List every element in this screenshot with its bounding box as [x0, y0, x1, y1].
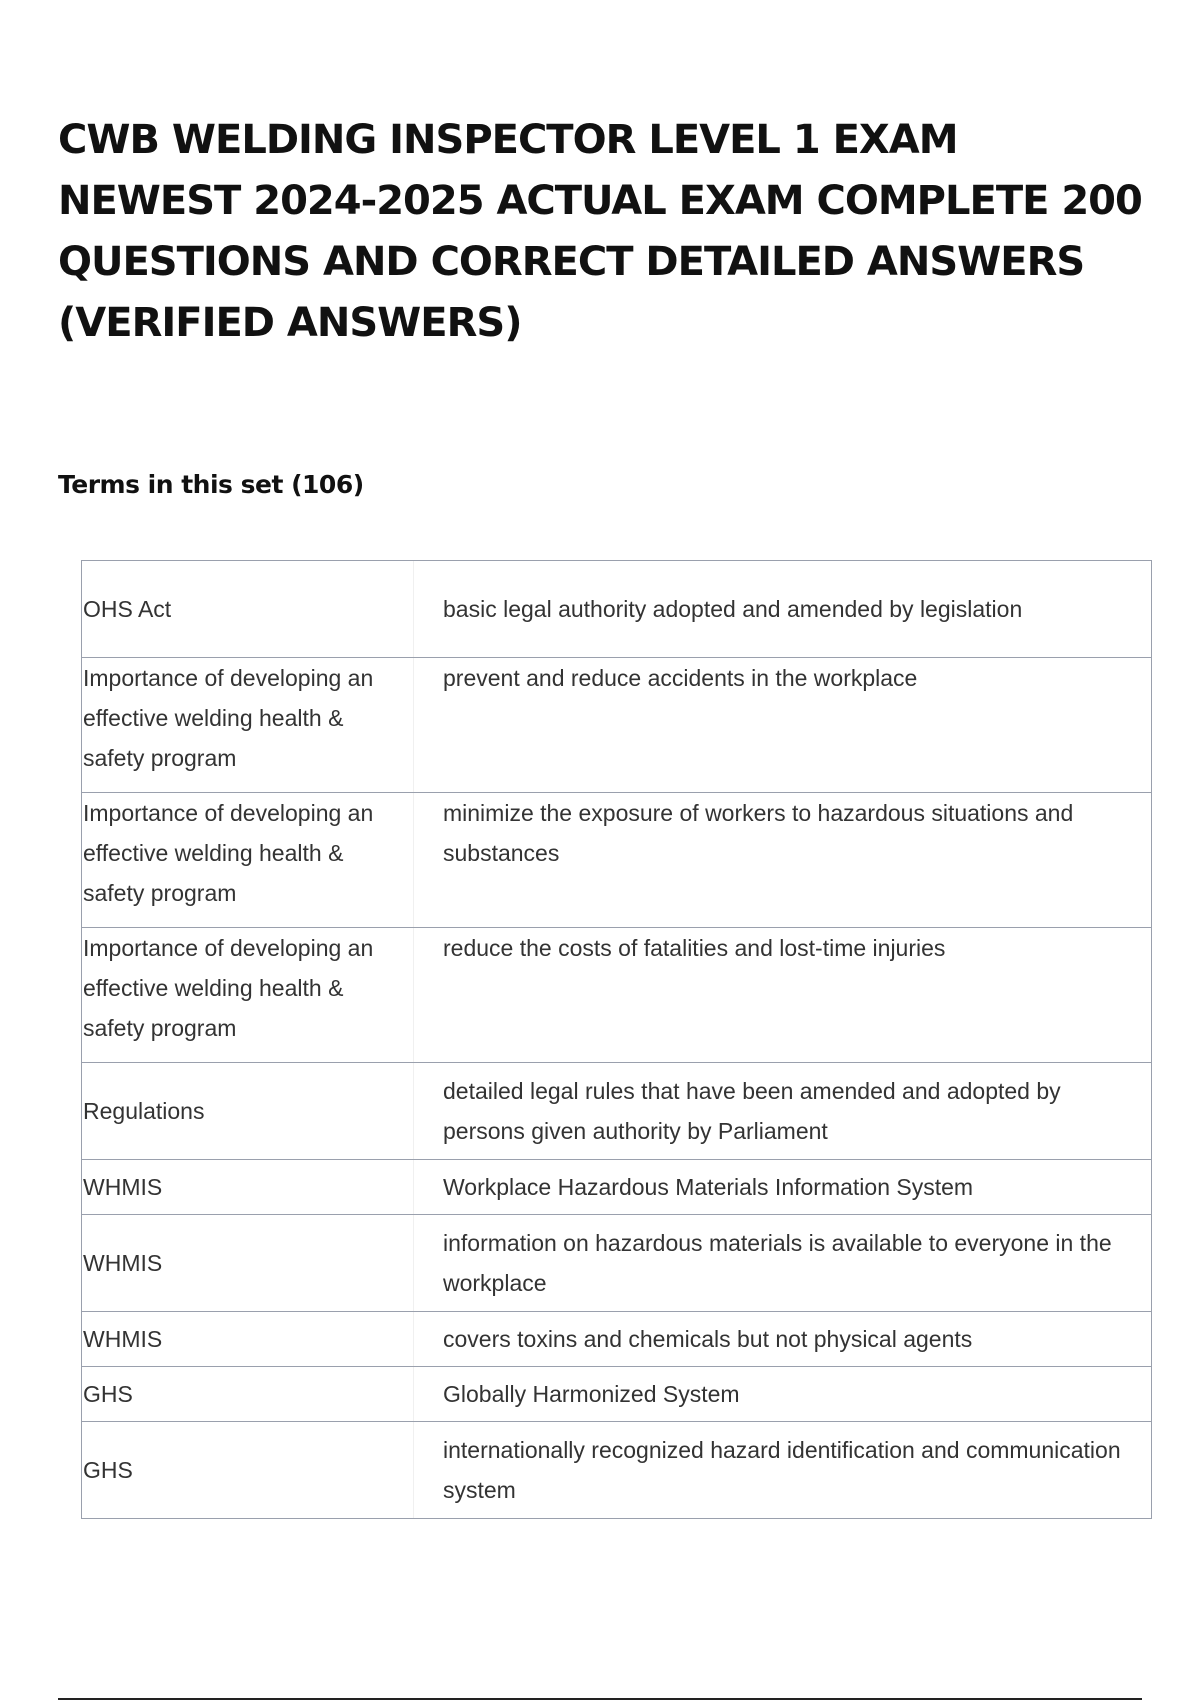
- table-row: [82, 1367, 1152, 1422]
- term-cell: GHS: [82, 1367, 414, 1422]
- definition-cell: detailed legal rules that have been amended and adopted by persons given authority by Parliament: [413, 1063, 1152, 1160]
- table-row: [82, 1422, 1152, 1519]
- term-cell: Importance of developing an effective welding health & safety program: [82, 793, 414, 928]
- definition-cell: minimize the exposure of workers to hazardous situations and substances: [413, 793, 1152, 928]
- terms-count-heading: Terms in this set (106): [58, 470, 364, 499]
- footer-divider: [58, 1698, 1142, 1700]
- table-row: [82, 1215, 1152, 1312]
- term-cell: GHS: [82, 1422, 414, 1519]
- definition-cell: prevent and reduce accidents in the workplace: [413, 658, 1152, 793]
- term-cell: WHMIS: [82, 1160, 414, 1215]
- table-row: [82, 793, 1152, 928]
- definition-cell: Workplace Hazardous Materials Information System: [413, 1160, 1152, 1215]
- terms-table: [81, 560, 1152, 1519]
- term-cell: WHMIS: [82, 1215, 414, 1312]
- definition-cell: internationally recognized hazard identification and communication system: [413, 1422, 1152, 1519]
- definition-cell: reduce the costs of fatalities and lost-time injuries: [413, 928, 1152, 1063]
- term-cell: Importance of developing an effective welding health & safety program: [82, 658, 414, 793]
- term-cell: WHMIS: [82, 1312, 414, 1367]
- term-cell: Regulations: [82, 1063, 414, 1160]
- table-row: [82, 658, 1152, 793]
- definition-cell: basic legal authority adopted and amended by legislation: [413, 561, 1152, 658]
- document-title: CWB WELDING INSPECTOR LEVEL 1 EXAM NEWEST 2024-2025 ACTUAL EXAM COMPLETE 200 QUESTIONS AND CORRECT DETAILED ANSWERS (VERIFIED ANSWERS): [58, 117, 1142, 346]
- table-row: [82, 561, 1152, 658]
- term-cell: OHS Act: [82, 561, 414, 658]
- term-cell: Importance of developing an effective welding health & safety program: [82, 928, 414, 1063]
- table-row: [82, 1312, 1152, 1367]
- table-row: [82, 1063, 1152, 1160]
- table-row: [82, 1160, 1152, 1215]
- definition-cell: Globally Harmonized System: [413, 1367, 1152, 1422]
- definition-cell: covers toxins and chemicals but not physical agents: [413, 1312, 1152, 1367]
- definition-cell: information on hazardous materials is available to everyone in the workplace: [413, 1215, 1152, 1312]
- table-row: [82, 928, 1152, 1063]
